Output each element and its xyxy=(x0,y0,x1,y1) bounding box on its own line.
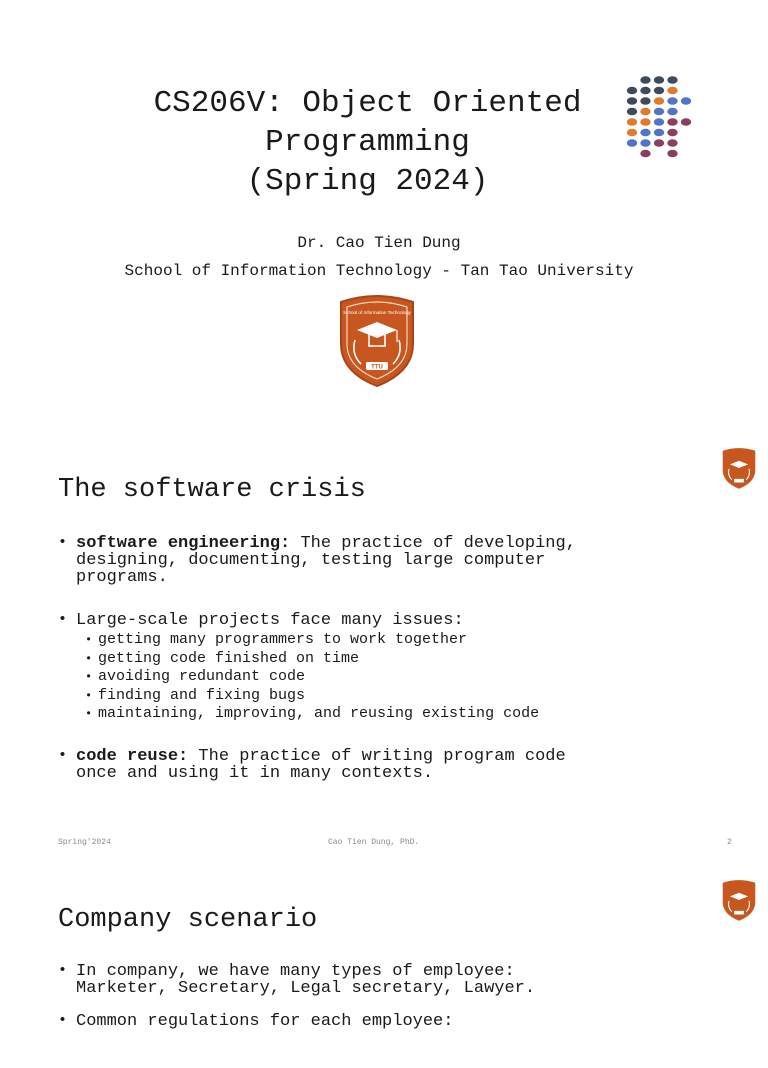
affiliation: School of Information Technology - Tan Tao University xyxy=(124,262,634,280)
bullet-icon: • xyxy=(85,707,93,721)
title-slide xyxy=(0,0,768,420)
decorative-dot xyxy=(654,129,664,137)
footer-author: Cao Tien Dung, PhD. xyxy=(328,838,420,847)
text-line: Common regulations for each employee: xyxy=(76,1012,454,1031)
footer-page-number: 2 xyxy=(727,838,732,847)
decorative-dot xyxy=(640,76,650,84)
bullet-icon: • xyxy=(58,534,68,551)
bullet-icon: • xyxy=(58,1012,68,1029)
decorative-dot xyxy=(681,118,691,126)
text-line: once and using it in many contexts. xyxy=(76,763,434,783)
title-line: CS206V: Object Oriented xyxy=(153,86,582,121)
decorative-dot xyxy=(654,108,664,116)
sub-bullet-text: avoiding redundant code xyxy=(98,668,306,685)
decorative-dot xyxy=(667,118,677,126)
decorative-dots-icon xyxy=(624,74,704,164)
definition: The practice of developing, xyxy=(290,534,576,553)
sub-bullet-text: maintaining, improving, and reusing existing code xyxy=(98,705,540,722)
text-line: In company, we have many types of employee: xyxy=(76,962,515,981)
bullet-icon: • xyxy=(85,651,93,666)
school-logo-small-icon xyxy=(720,878,758,922)
logo-bottom-text: TTU xyxy=(371,364,383,371)
decorative-dot xyxy=(627,118,637,126)
decorative-dot xyxy=(667,129,677,137)
author-block xyxy=(0,229,758,285)
school-logo-small-icon xyxy=(720,446,758,490)
text-line: Large-scale projects face many issues: xyxy=(76,611,464,630)
sub-bullet-item xyxy=(58,668,738,687)
text-line: Marketer, Secretary, Legal secretary, Lawyer. xyxy=(76,979,536,998)
decorative-dot xyxy=(627,139,637,147)
decorative-dot xyxy=(667,150,677,158)
sub-bullet-text: finding and fixing bugs xyxy=(98,686,306,704)
decorative-dot xyxy=(667,108,677,116)
sub-bullet-text: getting code finished on time xyxy=(98,649,360,667)
decorative-dot xyxy=(654,97,664,105)
bullet-item xyxy=(58,612,738,629)
sub-bullet-item xyxy=(58,687,738,706)
decorative-dot xyxy=(654,118,664,126)
bullet-list xyxy=(58,963,738,1030)
sub-bullet-list xyxy=(58,631,738,724)
bullet-item xyxy=(58,963,738,997)
title-line: Programming xyxy=(265,125,470,160)
decorative-dot xyxy=(640,139,650,147)
content-slide xyxy=(0,440,768,860)
footer-date: Spring'2024 xyxy=(58,838,111,847)
definition: The practice of writing program code xyxy=(188,746,566,766)
sub-bullet-item xyxy=(58,631,738,650)
bullet-icon: • xyxy=(58,962,68,979)
bullet-icon: • xyxy=(85,688,93,703)
bullet-item xyxy=(58,535,738,586)
decorative-dot xyxy=(667,76,677,84)
term: code reuse: xyxy=(76,746,189,766)
decorative-dot xyxy=(681,97,691,105)
bullet-icon: • xyxy=(58,746,68,764)
title-line: (Spring 2024) xyxy=(246,164,489,199)
bullet-item xyxy=(58,748,738,782)
content-slide xyxy=(0,868,768,1068)
bullet-icon: • xyxy=(85,633,93,647)
author-name: Dr. Cao Tien Dung xyxy=(297,234,461,252)
sub-bullet-item xyxy=(58,650,738,669)
decorative-dot xyxy=(627,129,637,137)
decorative-dot xyxy=(640,129,650,137)
sub-bullet-text: getting many programmers to work together xyxy=(98,631,468,648)
bullet-icon: • xyxy=(85,670,93,684)
decorative-dot xyxy=(627,97,637,105)
term: software engineering: xyxy=(76,534,291,553)
decorative-dot xyxy=(667,97,677,105)
decorative-dot xyxy=(640,87,650,95)
decorative-dot xyxy=(627,108,637,116)
bullet-item xyxy=(58,1013,738,1030)
decorative-dot xyxy=(654,139,664,147)
decorative-dot xyxy=(667,87,677,95)
bullet-icon: • xyxy=(58,611,68,628)
text-line: programs. xyxy=(76,568,168,587)
decorative-dot xyxy=(640,150,650,158)
decorative-dot xyxy=(654,87,664,95)
logo-top-text: School of Information Technology xyxy=(343,310,411,315)
sub-bullet-item xyxy=(58,705,738,724)
decorative-dot xyxy=(667,139,677,147)
slide-title: Company scenario xyxy=(58,905,318,935)
decorative-dot xyxy=(640,118,650,126)
decorative-dot xyxy=(627,87,637,95)
decorative-dot xyxy=(654,76,664,84)
bullet-list xyxy=(58,535,738,782)
decorative-dot xyxy=(640,97,650,105)
slide-title: The software crisis xyxy=(58,475,366,505)
text-line: designing, documenting, testing large computer xyxy=(76,551,546,570)
school-logo-icon xyxy=(335,292,419,388)
decorative-dot xyxy=(640,108,650,116)
